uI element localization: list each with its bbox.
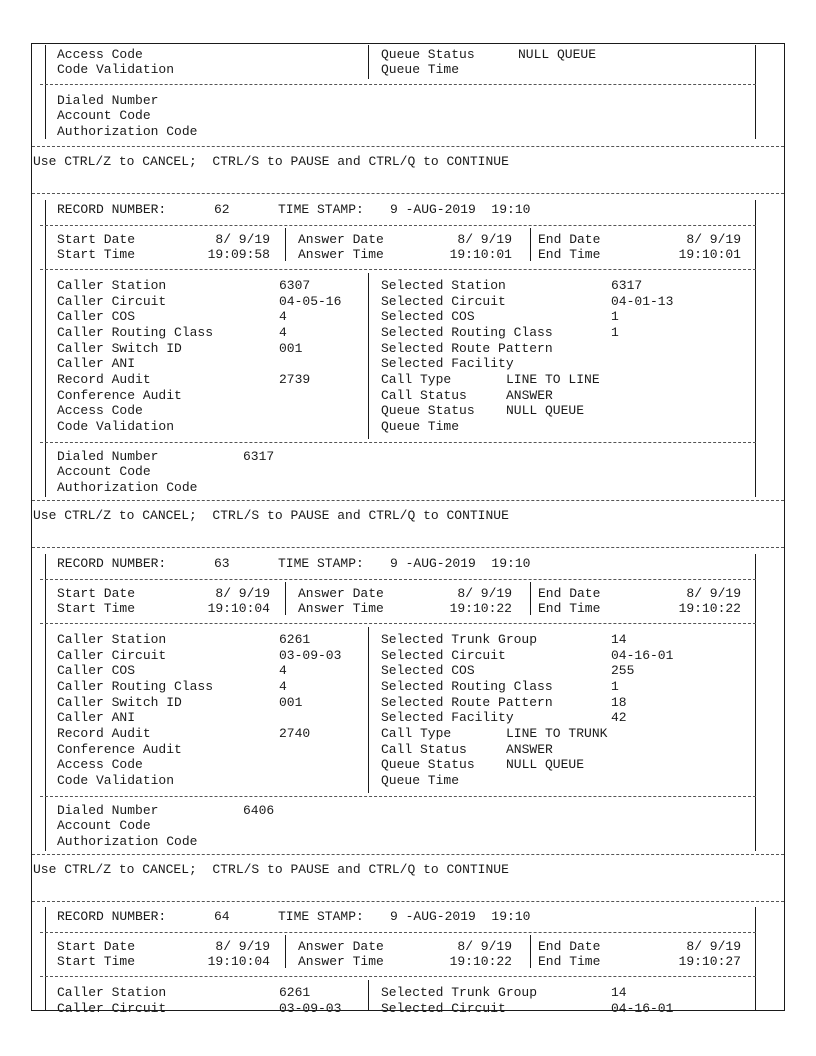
label-end-date: End Date bbox=[538, 232, 601, 247]
label-caller-station: Caller Station bbox=[57, 632, 167, 647]
value-queue-status: NULL QUEUE bbox=[506, 757, 585, 772]
record-timestamp: 9 -AUG-2019 19:10 bbox=[390, 556, 531, 571]
value-selected-cos: 1 bbox=[611, 309, 619, 324]
label-dialed-number: Dialed Number bbox=[57, 803, 159, 818]
value-caller-circuit: 03-09-03 bbox=[279, 648, 342, 663]
label-time-stamp: TIME STAMP: bbox=[278, 556, 364, 571]
column-divider bbox=[368, 980, 369, 1011]
value-caller-station: 6307 bbox=[279, 278, 311, 293]
value-answer-time: 19:10:22 bbox=[449, 601, 512, 616]
column-divider bbox=[530, 228, 531, 261]
label-queue-time: Queue Time bbox=[381, 773, 460, 788]
label-caller-ani: Caller ANI bbox=[57, 356, 136, 371]
label-start-date: Start Date bbox=[57, 586, 136, 601]
dashed-separator bbox=[32, 854, 784, 855]
label-access-code: Access Code bbox=[57, 757, 143, 772]
value-answer-date: 8/ 9/19 bbox=[457, 939, 512, 954]
value-queue-status: NULL QUEUE bbox=[518, 47, 597, 62]
label-start-date: Start Date bbox=[57, 939, 136, 954]
value-selected-facility: 42 bbox=[611, 710, 627, 725]
dashed-separator bbox=[40, 932, 756, 933]
value-start-time: 19:10:04 bbox=[207, 954, 270, 969]
label-record-number: RECORD NUMBER: bbox=[57, 556, 167, 571]
label-caller-switch-id: Caller Switch ID bbox=[57, 341, 182, 356]
value-selected-route-pattern: 18 bbox=[611, 695, 627, 710]
value-call-type: LINE TO TRUNK bbox=[506, 726, 608, 741]
label-selected-routing-class: Selected Routing Class bbox=[381, 325, 553, 340]
right-inner-rule bbox=[755, 554, 756, 851]
value-answer-time: 19:10:01 bbox=[449, 247, 512, 262]
label-queue-time: Queue Time bbox=[381, 62, 460, 77]
label-start-time: Start Time bbox=[57, 954, 136, 969]
label-selected-circuit: Selected Circuit bbox=[381, 648, 506, 663]
right-inner-rule bbox=[755, 200, 756, 497]
dashed-separator bbox=[40, 796, 756, 797]
value-end-time: 19:10:27 bbox=[678, 954, 741, 969]
label-caller-circuit: Caller Circuit bbox=[57, 1001, 167, 1016]
label-start-date: Start Date bbox=[57, 232, 136, 247]
value-end-date: 8/ 9/19 bbox=[686, 232, 741, 247]
dashed-separator bbox=[32, 500, 784, 501]
record-number: 63 bbox=[214, 556, 230, 571]
right-inner-rule bbox=[755, 907, 756, 1011]
column-divider bbox=[368, 273, 369, 439]
label-time-stamp: TIME STAMP: bbox=[278, 202, 364, 217]
label-caller-routing-class: Caller Routing Class bbox=[57, 679, 214, 694]
value-selected-first: 14 bbox=[611, 985, 627, 1000]
column-divider bbox=[368, 627, 369, 793]
value-caller-cos: 4 bbox=[279, 663, 287, 678]
right-inner-rule bbox=[755, 45, 756, 139]
left-inner-rule bbox=[45, 907, 46, 1011]
left-inner-rule bbox=[45, 200, 46, 497]
value-selected-routing-class: 1 bbox=[611, 679, 619, 694]
left-inner-rule bbox=[45, 554, 46, 851]
label-account-code: Account Code bbox=[57, 108, 151, 123]
value-caller-circuit: 04-05-16 bbox=[279, 294, 342, 309]
record-timestamp: 9 -AUG-2019 19:10 bbox=[390, 202, 531, 217]
value-caller-station: 6261 bbox=[279, 985, 311, 1000]
control-prompt: Use CTRL/Z to CANCEL; CTRL/S to PAUSE and CTRL/Q to CONTINUE bbox=[33, 508, 509, 523]
value-answer-date: 8/ 9/19 bbox=[457, 232, 512, 247]
dashed-separator bbox=[40, 976, 756, 977]
value-dialed-number: 6317 bbox=[243, 449, 275, 464]
value-queue-status: NULL QUEUE bbox=[506, 403, 585, 418]
label-selected-circuit: Selected Circuit bbox=[381, 1001, 506, 1016]
left-inner-rule bbox=[45, 45, 46, 139]
label-answer-time: Answer Time bbox=[298, 247, 384, 262]
label-call-type: Call Type bbox=[381, 372, 452, 387]
column-divider bbox=[530, 935, 531, 968]
value-dialed-number: 6406 bbox=[243, 803, 275, 818]
label-code-validation: Code Validation bbox=[57, 62, 175, 77]
label-selected-facility: Selected Facility bbox=[381, 710, 514, 725]
label-start-time: Start Time bbox=[57, 247, 136, 262]
column-divider bbox=[530, 582, 531, 615]
label-call-status: Call Status bbox=[381, 742, 467, 757]
value-record-audit: 2740 bbox=[279, 726, 311, 741]
label-caller-circuit: Caller Circuit bbox=[57, 294, 167, 309]
label-answer-time: Answer Time bbox=[298, 601, 384, 616]
label-answer-date: Answer Date bbox=[298, 939, 384, 954]
value-end-time: 19:10:22 bbox=[678, 601, 741, 616]
value-caller-switch-id: 001 bbox=[279, 695, 303, 710]
dashed-separator bbox=[40, 84, 756, 85]
label-call-status: Call Status bbox=[381, 388, 467, 403]
value-caller-circuit: 03-09-03 bbox=[279, 1001, 342, 1016]
label-caller-station: Caller Station bbox=[57, 985, 167, 1000]
label-caller-station: Caller Station bbox=[57, 278, 167, 293]
value-start-date: 8/ 9/19 bbox=[215, 939, 270, 954]
label-code-validation: Code Validation bbox=[57, 419, 175, 434]
label-selected-route-pattern: Selected Route Pattern bbox=[381, 695, 553, 710]
label-code-validation: Code Validation bbox=[57, 773, 175, 788]
label-caller-cos: Caller COS bbox=[57, 309, 136, 324]
label-caller-routing-class: Caller Routing Class bbox=[57, 325, 214, 340]
label-authorization-code: Authorization Code bbox=[57, 834, 198, 849]
value-start-time: 19:10:04 bbox=[207, 601, 270, 616]
record-number: 62 bbox=[214, 202, 230, 217]
column-divider bbox=[368, 45, 369, 79]
record-number: 64 bbox=[214, 909, 230, 924]
label-queue-status: Queue Status bbox=[381, 403, 475, 418]
value-call-type: LINE TO LINE bbox=[506, 372, 600, 387]
value-call-status: ANSWER bbox=[506, 388, 553, 403]
column-divider bbox=[285, 935, 286, 968]
label-answer-time: Answer Time bbox=[298, 954, 384, 969]
label-caller-switch-id: Caller Switch ID bbox=[57, 695, 182, 710]
label-conference-audit: Conference Audit bbox=[57, 388, 182, 403]
label-caller-cos: Caller COS bbox=[57, 663, 136, 678]
label-access-code: Access Code bbox=[57, 47, 143, 62]
value-record-audit: 2739 bbox=[279, 372, 311, 387]
column-divider bbox=[285, 582, 286, 615]
label-access-code: Access Code bbox=[57, 403, 143, 418]
value-start-time: 19:09:58 bbox=[207, 247, 270, 262]
value-end-time: 19:10:01 bbox=[678, 247, 741, 262]
label-end-date: End Date bbox=[538, 939, 601, 954]
dashed-separator bbox=[32, 146, 784, 147]
label-selected-first: Selected Station bbox=[381, 278, 506, 293]
label-start-time: Start Time bbox=[57, 601, 136, 616]
value-selected-circuit: 04-16-01 bbox=[611, 648, 674, 663]
value-end-date: 8/ 9/19 bbox=[686, 586, 741, 601]
label-dialed-number: Dialed Number bbox=[57, 449, 159, 464]
value-answer-time: 19:10:22 bbox=[449, 954, 512, 969]
value-caller-station: 6261 bbox=[279, 632, 311, 647]
value-caller-switch-id: 001 bbox=[279, 341, 303, 356]
value-selected-cos: 255 bbox=[611, 663, 635, 678]
label-selected-first: Selected Trunk Group bbox=[381, 632, 538, 647]
label-authorization-code: Authorization Code bbox=[57, 124, 198, 139]
label-dialed-number: Dialed Number bbox=[57, 93, 159, 108]
value-caller-routing-class: 4 bbox=[279, 325, 287, 340]
label-call-type: Call Type bbox=[381, 726, 452, 741]
dashed-separator bbox=[40, 269, 756, 270]
label-answer-date: Answer Date bbox=[298, 586, 384, 601]
label-record-audit: Record Audit bbox=[57, 372, 151, 387]
label-selected-routing-class: Selected Routing Class bbox=[381, 679, 553, 694]
value-answer-date: 8/ 9/19 bbox=[457, 586, 512, 601]
label-selected-first: Selected Trunk Group bbox=[381, 985, 538, 1000]
value-selected-circuit: 04-01-13 bbox=[611, 294, 674, 309]
value-selected-circuit: 04-16-01 bbox=[611, 1001, 674, 1016]
label-end-time: End Time bbox=[538, 247, 601, 262]
label-authorization-code: Authorization Code bbox=[57, 480, 198, 495]
label-account-code: Account Code bbox=[57, 818, 151, 833]
value-selected-first: 6317 bbox=[611, 278, 643, 293]
label-selected-facility: Selected Facility bbox=[381, 356, 514, 371]
value-caller-cos: 4 bbox=[279, 309, 287, 324]
value-selected-first: 14 bbox=[611, 632, 627, 647]
label-end-date: End Date bbox=[538, 586, 601, 601]
label-selected-circuit: Selected Circuit bbox=[381, 294, 506, 309]
record-timestamp: 9 -AUG-2019 19:10 bbox=[390, 909, 531, 924]
value-start-date: 8/ 9/19 bbox=[215, 232, 270, 247]
label-selected-route-pattern: Selected Route Pattern bbox=[381, 341, 553, 356]
value-start-date: 8/ 9/19 bbox=[215, 586, 270, 601]
label-queue-time: Queue Time bbox=[381, 419, 460, 434]
label-queue-status: Queue Status bbox=[381, 757, 475, 772]
label-record-number: RECORD NUMBER: bbox=[57, 909, 167, 924]
value-call-status: ANSWER bbox=[506, 742, 553, 757]
label-end-time: End Time bbox=[538, 954, 601, 969]
dashed-separator bbox=[32, 193, 784, 194]
label-account-code: Account Code bbox=[57, 464, 151, 479]
label-end-time: End Time bbox=[538, 601, 601, 616]
label-answer-date: Answer Date bbox=[298, 232, 384, 247]
label-selected-cos: Selected COS bbox=[381, 663, 475, 678]
dashed-separator bbox=[32, 547, 784, 548]
label-caller-circuit: Caller Circuit bbox=[57, 648, 167, 663]
label-record-audit: Record Audit bbox=[57, 726, 151, 741]
dashed-separator bbox=[32, 901, 784, 902]
dashed-separator bbox=[40, 579, 756, 580]
value-selected-routing-class: 1 bbox=[611, 325, 619, 340]
label-selected-cos: Selected COS bbox=[381, 309, 475, 324]
dashed-separator bbox=[40, 623, 756, 624]
label-record-number: RECORD NUMBER: bbox=[57, 202, 167, 217]
control-prompt: Use CTRL/Z to CANCEL; CTRL/S to PAUSE and CTRL/Q to CONTINUE bbox=[33, 154, 509, 169]
label-time-stamp: TIME STAMP: bbox=[278, 909, 364, 924]
label-queue-status: Queue Status bbox=[381, 47, 475, 62]
dashed-separator bbox=[40, 442, 756, 443]
column-divider bbox=[285, 228, 286, 261]
label-conference-audit: Conference Audit bbox=[57, 742, 182, 757]
control-prompt: Use CTRL/Z to CANCEL; CTRL/S to PAUSE and CTRL/Q to CONTINUE bbox=[33, 862, 509, 877]
value-end-date: 8/ 9/19 bbox=[686, 939, 741, 954]
value-caller-routing-class: 4 bbox=[279, 679, 287, 694]
label-caller-ani: Caller ANI bbox=[57, 710, 136, 725]
dashed-separator bbox=[40, 225, 756, 226]
